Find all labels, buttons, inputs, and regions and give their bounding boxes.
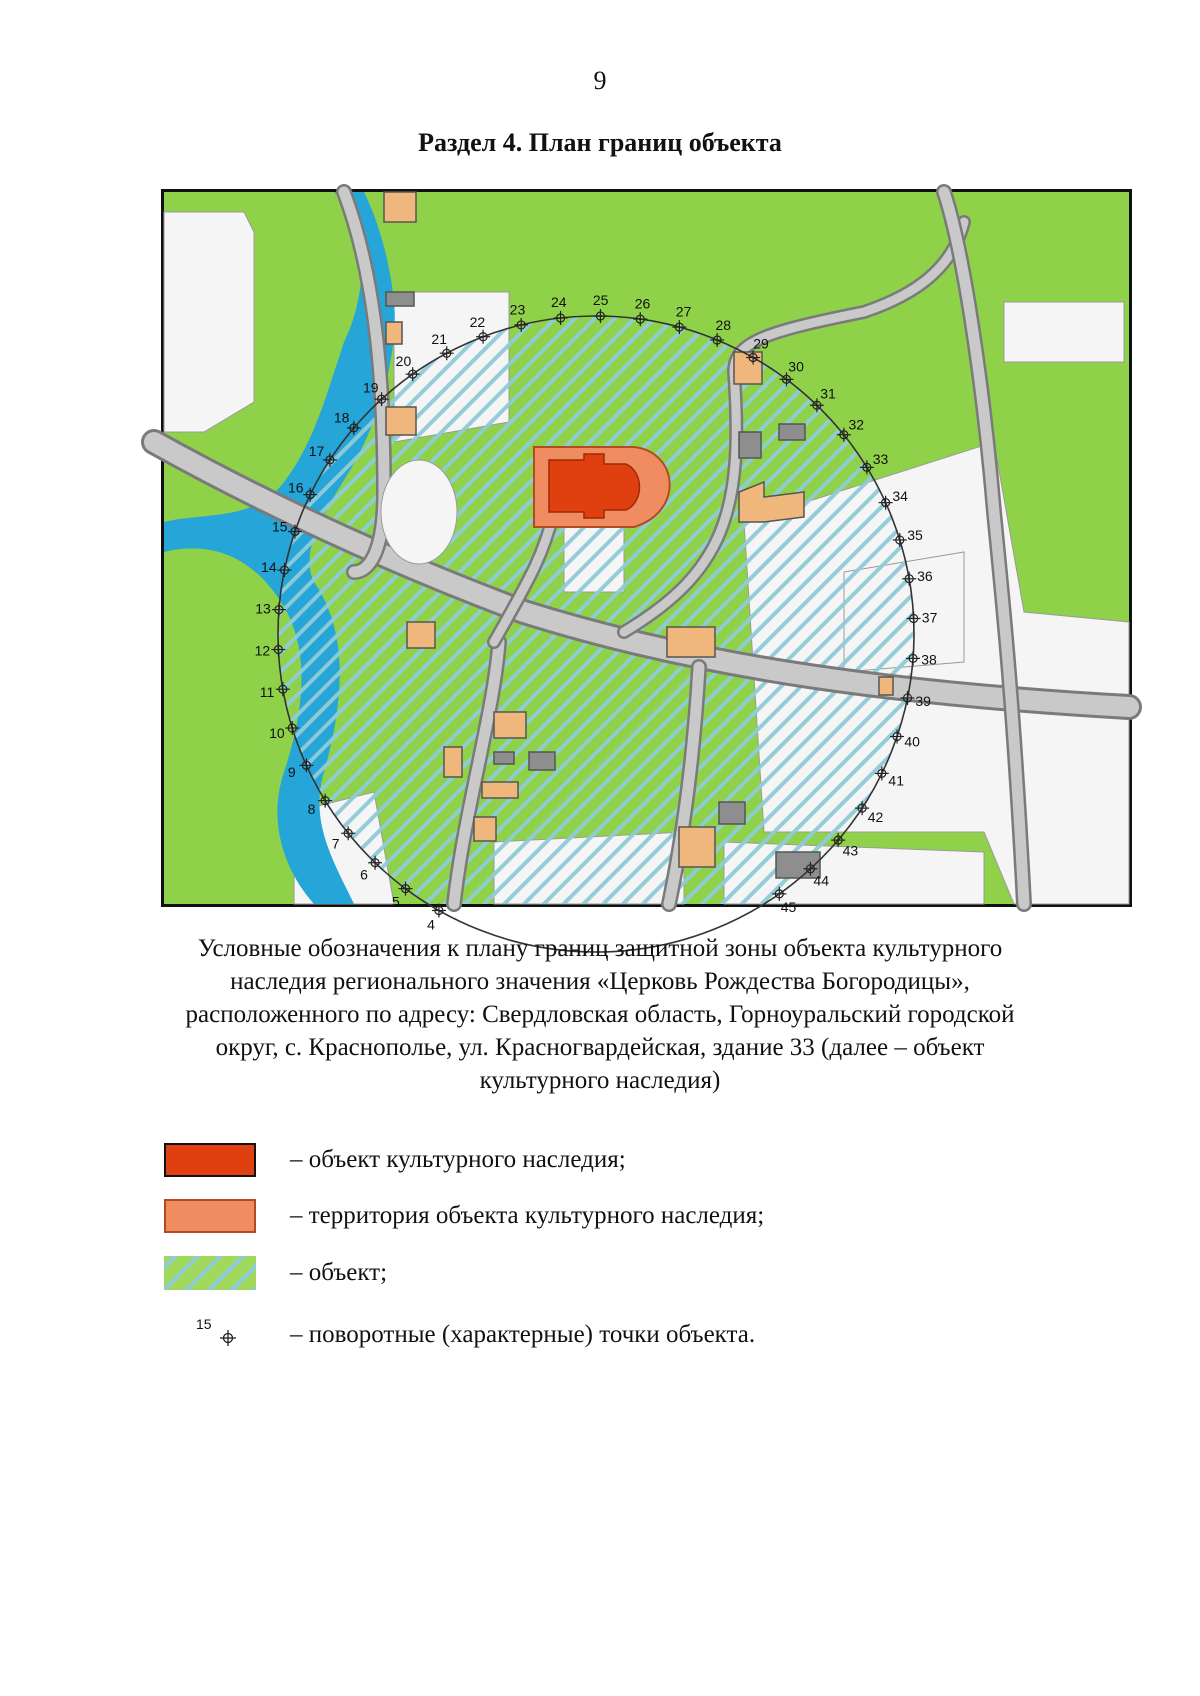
legend-label: – объект культурного наследия; [290, 1146, 626, 1173]
boundary-point-label: 39 [915, 693, 931, 710]
boundary-point-label: 25 [592, 292, 609, 309]
caption-line: культурного наследия) [479, 1067, 721, 1094]
boundary-point-label: 31 [820, 385, 836, 402]
boundary-point-label: 16 [288, 479, 304, 496]
boundary-point-label: 43 [842, 842, 859, 859]
boundary-point-label: 4 [427, 916, 435, 933]
boundary-point-label: 24 [550, 294, 567, 311]
island [381, 460, 457, 564]
boundary-point-label: 38 [921, 651, 937, 668]
boundary-point-label: 22 [469, 313, 486, 330]
boundary-point-label: 44 [813, 872, 830, 889]
crosshair-icon [218, 1328, 238, 1348]
boundary-point-label: 20 [395, 353, 412, 370]
legend-label: – территория объекта культурного наследия; [290, 1202, 765, 1229]
legend-label: – поворотные (характерные) точки объекта. [290, 1321, 756, 1348]
boundary-point-label: 17 [308, 443, 325, 460]
boundary-point-label: 21 [431, 331, 447, 348]
boundary-point-label: 5 [392, 893, 400, 910]
boundary-point-label: 45 [780, 898, 797, 915]
page-number: 9 [593, 66, 607, 95]
boundary-point-label: 23 [509, 301, 526, 318]
boundary-point-label: 19 [362, 379, 379, 396]
legend-item-points [164, 1318, 1084, 1358]
boundary-point-label: 18 [333, 409, 350, 426]
caption-line: округ, с. Краснополье, ул. Красногвардейская, здание 33 (далее – объект [215, 1034, 985, 1061]
boundary-point-label: 14 [261, 558, 277, 575]
section-title: Раздел 4. План границ объекта [418, 128, 782, 157]
caption-line: расположенного по адресу: Свердловская область, Горноуральский городской [185, 1001, 1015, 1028]
caption-line: Условные обозначения к плану границ защитной зоны объекта культурного [197, 935, 1003, 962]
boundary-point-label: 13 [255, 600, 271, 617]
boundary-point-label: 29 [753, 335, 769, 352]
boundary-map [161, 189, 1132, 933]
legend-caption [150, 932, 1050, 1097]
boundary-point-label: 28 [715, 317, 732, 334]
boundary-point-label: 35 [907, 527, 923, 544]
boundary-point-label: 27 [675, 303, 692, 320]
heritage-object [549, 454, 640, 518]
point-sample-label: 15 [196, 1316, 212, 1332]
boundary-point-label: 34 [892, 488, 908, 505]
zone-swatch [164, 1256, 256, 1290]
boundary-point-label: 42 [867, 808, 884, 825]
boundary-point-label: 41 [888, 772, 904, 789]
boundary-point-label: 40 [904, 733, 920, 750]
legend-item-heritage-territory [164, 1199, 1084, 1239]
boundary-point-label: 26 [634, 295, 651, 312]
boundary-point-label: 10 [269, 724, 285, 741]
boundary-point-label: 7 [331, 835, 340, 852]
boundary-point-label: 12 [254, 642, 271, 659]
point-sample [196, 1314, 256, 1354]
legend-item-heritage-object [164, 1143, 1084, 1183]
boundary-point-label: 8 [307, 801, 316, 818]
legend-label: – объект; [290, 1259, 388, 1286]
boundary-point-label: 32 [848, 416, 865, 433]
boundary-point-label: 36 [917, 568, 933, 585]
boundary-point-label: 15 [272, 518, 288, 535]
boundary-point-label: 30 [788, 358, 804, 375]
legend-item-zone [164, 1256, 1084, 1296]
boundary-point-label: 11 [259, 683, 275, 700]
boundary-point-label: 9 [287, 763, 296, 780]
map-canvas [164, 192, 1129, 933]
heritage-territory-swatch [164, 1199, 256, 1233]
caption-line: наследия регионального значения «Церковь Рождества Богородицы», [230, 968, 970, 995]
boundary-point-label: 37 [921, 609, 938, 626]
boundary-point [432, 903, 446, 917]
heritage-object-swatch [164, 1143, 256, 1177]
boundary-point-label: 33 [872, 450, 889, 467]
boundary-point-label: 6 [360, 866, 368, 883]
